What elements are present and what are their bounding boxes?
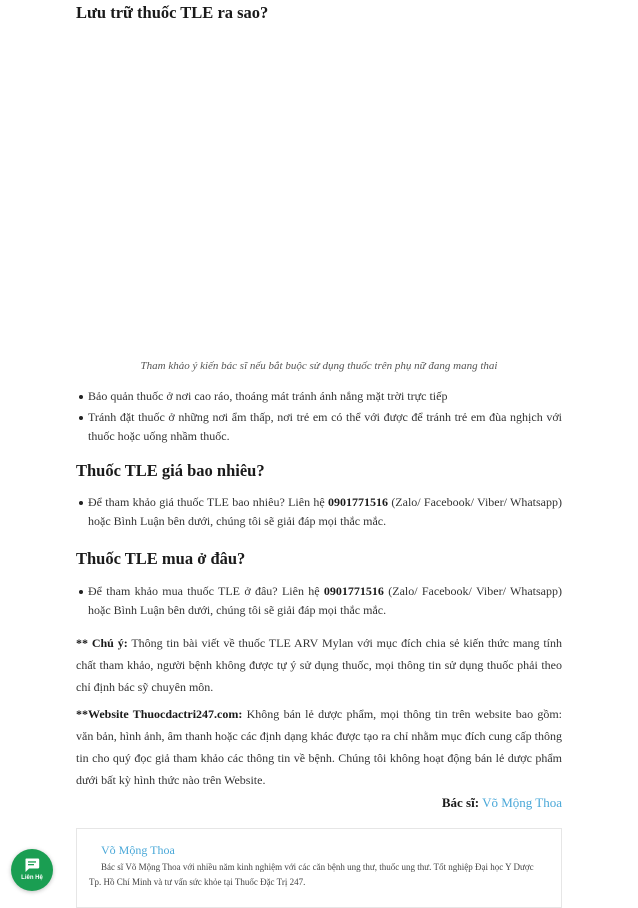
- buy-phone: 0901771516: [323, 584, 384, 598]
- contact-button[interactable]: [11, 849, 53, 891]
- storage-heading: Lưu trữ thuốc TLE ra sao?: [76, 3, 269, 22]
- contact-label: Liên Hệ: [21, 875, 43, 881]
- price-text-before: Để tham khảo giá thuốc TLE bao nhiêu? Liên hệ: [88, 495, 329, 509]
- author-box-name-link[interactable]: Võ Mộng Thoa: [101, 843, 175, 857]
- buy-text-before: Để tham khảo mua thuốc TLE ở đâu? Liên hệ: [88, 584, 324, 598]
- buy-text-after: (Zalo/ Facebook/ Viber/ Whatsapp) hoặc Bình Luận bên dưới, chúng tôi sẽ giải đáp mọi thắc mắc.: [88, 584, 562, 617]
- chat-bubble-icon: [24, 857, 40, 873]
- note-paragraph: [76, 632, 562, 698]
- list-item: [88, 493, 562, 531]
- list-item: Bảo quản thuốc ở nơi cao ráo, thoáng mát tránh ánh nắng mặt trời trực tiếp: [88, 387, 562, 406]
- price-list: [76, 493, 562, 531]
- price-heading: Thuốc TLE giá bao nhiêu?: [76, 461, 265, 480]
- list-item: Tránh đặt thuốc ở những nơi ẩm thấp, nơi trẻ em có thể với được để tránh trẻ em đùa nghịch với thuốc hoặc uống nhầm thuốc.: [88, 408, 562, 446]
- article-image: [76, 30, 562, 352]
- website-paragraph: [76, 703, 562, 791]
- price-phone: 0901771516: [328, 495, 389, 509]
- buy-heading: Thuốc TLE mua ở đâu?: [76, 549, 246, 568]
- price-text-after: (Zalo/ Facebook/ Viber/ Whatsapp) hoặc Bình Luận bên dưới, chúng tôi sẽ giải đáp mọi thắc mắc.: [88, 495, 562, 528]
- buy-list: [76, 582, 562, 620]
- list-item: [88, 582, 562, 620]
- note-text: Thông tin bài viết về thuốc TLE ARV Mylan với mục đích chia sẻ kiến thức mang tính chất tham khảo, người bệnh không được tự ý sử dụng thuốc, mọi thông tin sử dụng thuốc phải theo chỉ định bác sỹ chuyên môn.: [76, 636, 563, 694]
- note-label: ** Chú ý:: [76, 636, 128, 650]
- website-text: Không bán lẻ dược phẩm, mọi thông tin trên website bao gồm: văn bản, hình ảnh, âm thanh hoặc các định dạng khác được tạo ra chỉ nhằm mục đích cung cấp thông tin cho quý đọc giả tham khảo các thông tin về bệnh. Chúng tôi không hoạt động bán lẻ dược phẩm dưới bất kỳ hình thức nào trên Website.: [76, 707, 562, 787]
- author-name-link[interactable]: Võ Mộng Thoa: [482, 795, 562, 810]
- author-line: [442, 795, 562, 811]
- website-label: **Website Thuocdactri247.com:: [76, 707, 243, 721]
- image-caption: Tham khảo ý kiến bác sĩ nếu bắt buộc sử dụng thuốc trên phụ nữ đang mang thai: [140, 360, 498, 372]
- author-box: [76, 828, 562, 908]
- storage-list: [76, 387, 562, 446]
- author-bio: Bác sĩ Võ Mộng Thoa với nhiều năm kinh nghiệm với các căn bệnh ung thư, thuốc ung thư. Tốt nghiệp Đại học Y Dược Tp. Hồ Chí Minh và tư vấn sức khỏe tại Thuốc Đặc Trị 247.: [89, 862, 534, 887]
- author-label: Bác sĩ:: [441, 795, 480, 810]
